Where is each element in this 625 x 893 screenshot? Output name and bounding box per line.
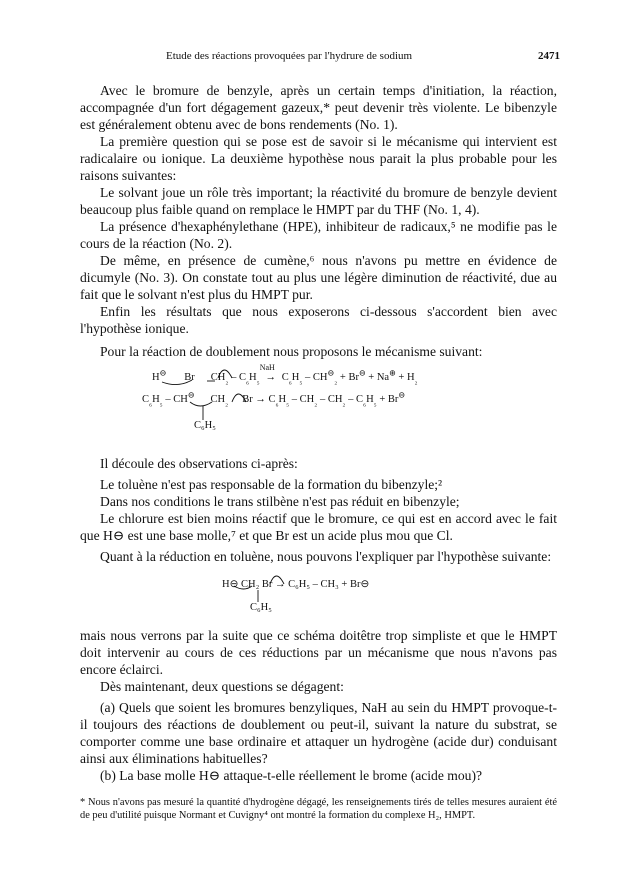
- paragraph: Le toluène n'est pas responsable de la formation du bibenzyle;²: [100, 477, 443, 492]
- paragraph: Dans nos conditions le trans stilbène n'est pas réduit en bibenzyle;: [100, 494, 460, 509]
- paragraph: Il découle des observations ci-après:: [100, 456, 298, 471]
- substituent-label: C₆H₅: [194, 420, 216, 431]
- paragraph: mais nous verrons par la suite que ce schéma doitêtre trop simpliste et que le HMPT doit intervenir au cours de ces réductions par un mécanisme que nous n'avons pas encore éclairci.: [80, 628, 557, 677]
- paragraph: Le solvant joue un rôle très important; la réactivité du bromure de benzyle devient beaucoup plus faible quand on remplace le HMPT par du THF (No. 1, 4).: [80, 185, 557, 217]
- scheme2-line: H⊖ CH₂ Br → C₆H₅ – CH₃ + Br⊖: [222, 579, 370, 590]
- paragraph: Enfin les résultats que nous exposerons ci-dessous s'accordent bien avec l'hypothèse ionique.: [80, 304, 557, 336]
- reaction-scheme-doubling: [142, 358, 532, 438]
- curved-arrow-2: [218, 370, 232, 378]
- paragraph: (a) Quels que soient les bromures benzyliques, NaH au sein du HMPT provoque-t-il toujours des réactions de doublement ou peut-il, suivant la nature du substrat, se comporter comme une base ordinaire et attaquer un hydrogène (acide dur) conduisant ainsi aux éliminations habituelles?: [80, 700, 557, 766]
- body-text-block-1: [80, 82, 557, 360]
- paragraph: La première question qui se pose est de savoir si le mécanisme qui intervient est radicalaire ou ionique. La deuxième hypothèse nous parait la plus probable pour les raisons suivantes:: [80, 134, 557, 183]
- paragraph: Dès maintenant, deux questions se dégagent:: [100, 679, 344, 694]
- body-text-block-2: [80, 455, 557, 565]
- footnote: * Nous n'avons pas mesuré la quantité d'hydrogène dégagé, les renseignements tirés de telles mesures auraient été de peu d'utilité puisque Normant et Cuvigny⁴ ont montré la formation du complexe H₂, HMPT.: [80, 797, 557, 821]
- paragraph: Le chlorure est bien moins réactif que le bromure, ce qui est en accord avec le fait que H⊖ est une base molle,⁷ et que Br est un acide plus mou que Cl.: [80, 511, 557, 543]
- paragraph: Avec le bromure de benzyle, après un certain temps d'initiation, la réaction, accompagnée d'un fort dégagement gazeux,* peut devenir très violente. Le bibenzyle est généralement obtenu avec de bons rendements (No. 1).: [80, 83, 557, 132]
- curved-arrow-4: [232, 394, 246, 402]
- paragraph: La présence d'hexaphénylethane (HPE), inhibiteur de radicaux,⁵ ne modifie pas le cours de la réaction (No. 2).: [80, 219, 557, 251]
- curved-arrow-3: [190, 402, 212, 406]
- scheme-line-1: H⊖ Br $CH_{_2} - C_{_6}H_{_5}$ NaH → $C_{_6}H_{_5} - CH^⊖_{_2} + Br^⊖ + Na^\oplus + H_{_2}$: [152, 363, 418, 386]
- running-title: Etude des réactions provoquées par l'hydrure de sodium: [166, 50, 413, 62]
- reaction-scheme-reduction: [222, 570, 422, 620]
- page-number: 2471: [538, 50, 560, 62]
- curved-arrow-6: [270, 576, 284, 584]
- curved-arrow-1: [162, 380, 192, 385]
- electron-arrows-2: [222, 570, 422, 620]
- curved-arrow-5: [234, 586, 252, 589]
- paragraph: (b) La base molle H⊖ attaque-t-elle réellement le brome (acide mou)?: [100, 768, 483, 783]
- paragraph: De même, en présence de cumène,⁶ nous n'avons pu mettre en évidence de dicumyle (No. 3). On constate tout au plus une légère diminution de réactivité, due au fait que le solvant n'est plus du HMPT pur.: [80, 253, 557, 302]
- body-text-block-3: [80, 627, 557, 784]
- electron-arrows: [152, 358, 532, 438]
- reagent-label: NaH: [259, 363, 275, 372]
- running-header: [80, 50, 560, 66]
- scheme-line-2: $C_{_6}H_{_5} - CH^⊖$ $CH_{_2}$ $Br \to C_{_6}H_{_5} - CH_{_2} - CH_{_2} - C_{_6}H_{_5} + Br^⊖$: [142, 390, 406, 408]
- paragraph: Pour la réaction de doublement nous proposons le mécanisme suivant:: [100, 344, 483, 359]
- paragraph: Quant à la réduction en toluène, nous pouvons l'expliquer par l'hypothèse suivante:: [100, 549, 552, 564]
- scheme2-substituent: C₆H₅: [250, 602, 272, 613]
